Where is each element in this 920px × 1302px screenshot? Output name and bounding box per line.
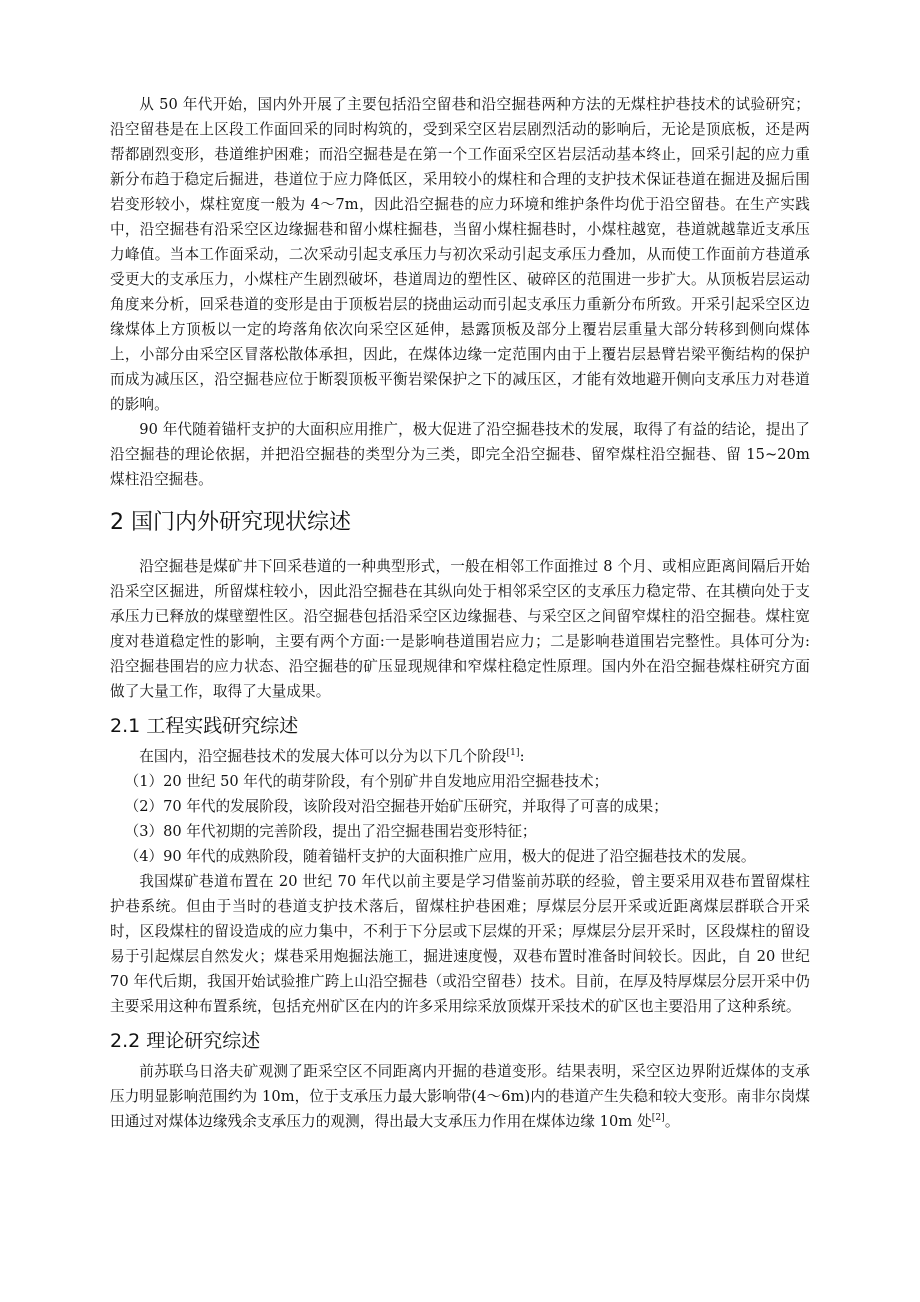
theory-research-text: 前苏联乌日洛夫矿观测了距采空区不同距离内开掘的巷道变形。结果表明，采空区边界附近煤体的支承压力明显影响范围约为 10m，位于支承压力最大影响带(4～6m)内的巷道产生失稳和较大变形。南非尔岗煤田通过对煤体边缘残余支承压力的观测，得出最大支承压力作用在煤体边缘 10m 处	[110, 1063, 810, 1130]
stage-item-4: （4）90 年代的成熟阶段，随着锚杆支护的大面积推广应用，极大的促进了沿空掘巷技术的发展。	[124, 848, 756, 865]
subsection-heading-2-1: 2.1 工程实践研究综述	[110, 715, 299, 737]
theory-research-period: 。	[664, 1113, 680, 1130]
stages-intro-text: 在国内，沿空掘巷技术的发展大体可以分为以下几个阶段	[139, 748, 507, 765]
document-page	[110, 92, 810, 1134]
paragraph-history-50s: 从 50 年代开始，国内外开展了主要包括沿空留巷和沿空掘巷两种方法的无煤柱护巷技术的试验研究；沿空留巷是在上区段工作面回采的同时构筑的，受到采空区岩层剧烈活动的影响后，无论是顶底板，还是两帮都剧烈变形，巷道维护困难；而沿空掘巷是在第一个工作面采空区岩层活动基本终止，回采引起的应力重新分布趋于稳定后掘进，巷道位于应力降低区，采用较小的煤柱和合理的支护技术保证巷道在掘进及掘后围岩变形较小，煤柱宽度一般为 4～7m，因此沿空掘巷的应力环境和维护条件均优于沿空留巷。在生产实践中，沿空掘巷有沿采空区边缘掘巷和留小煤柱掘巷，当留小煤柱掘巷时，小煤柱越宽，巷道就越靠近支承压力峰值。当本工作面采动，二次采动引起支承压力与初次采动引起支承压力叠加，从而使工作面前方巷道承受更大的支承压力，小煤柱产生剧烈破坏，巷道周边的塑性区、破碎区的范围进一步扩大。从顶板岩层运动角度来分析，回采巷道的变形是由于顶板岩层的挠曲运动而引起支承压力重新分布所致。开采引起采空区边缘煤体上方顶板以一定的垮落角依次向采空区延伸，悬露顶板及部分上覆岩层重量大部分转移到侧向煤体上，小部分由采空区冒落松散体承担，因此，在煤体边缘一定范围内由于上覆岩层悬臂岩梁平衡结构的保护而成为减压区，沿空掘巷应位于断裂顶板平衡岩梁保护之下的减压区，才能有效地避开侧向支承压力对巷道的影响。	[110, 96, 810, 413]
paragraph-stages-intro	[110, 744, 810, 769]
stage-item-1: （1）20 世纪 50 年代的萌芽阶段，有个别矿井自发地应用沿空掘巷技术；	[124, 773, 609, 790]
section-heading-2: 2 国门内外研究现状综述	[110, 510, 351, 535]
citation-1: [1]	[506, 748, 520, 759]
paragraph-gob-side-entry-overview: 沿空掘巷是煤矿井下回采巷道的一种典型形式，一般在相邻工作面推过 8 个月、或相应距离间隔后开始沿采空区掘进，所留煤柱较小，因此沿空掘巷在其纵向处于相邻采空区的支承压力稳定带、在其横向处于支承压力已释放的煤壁塑性区。沿空掘巷包括沿采空区边缘掘巷、与采空区之间留窄煤柱的沿空掘巷。煤柱宽度对巷道稳定性的影响，主要有两个方面:一是影响巷道围岩应力；二是影响巷道围岩完整性。具体可分为:沿空掘巷围岩的应力状态、沿空掘巷的矿压显现规律和窄煤柱稳定性原理。国内外在沿空掘巷煤柱研究方面做了大量工作，取得了大量成果。	[110, 558, 810, 700]
stage-item-2: （2）70 年代的发展阶段，该阶段对沿空掘巷开始矿压研究，并取得了可喜的成果；	[124, 798, 668, 815]
subsection-heading-2-2: 2.2 理论研究综述	[110, 1030, 261, 1052]
citation-2: [2]	[651, 1113, 665, 1124]
stages-intro-colon: :	[519, 748, 525, 765]
stage-item-3: （3）80 年代初期的完善阶段，提出了沿空掘巷围岩变形特征；	[124, 823, 537, 840]
paragraph-theory-research	[110, 1059, 810, 1134]
paragraph-domestic-layout: 我国煤矿巷道布置在 20 世纪 70 年代以前主要是学习借鉴前苏联的经验，曾主要采用双巷布置留煤柱护巷系统。但由于当时的巷道支护技术落后，留煤柱护巷困难；厚煤层分层开采或近距离煤层群联合开采时，区段煤柱的留设造成的应力集中，不利于下分层或下层煤的开采；厚煤层分层开采时，区段煤柱的留设易于引起煤层自然发火；煤巷采用炮掘法施工，掘进速度慢，双巷布置时准备时间较长。因此，自 20 世纪 70 年代后期，我国开始试验推广跨上山沿空掘巷（或沿空留巷）技术。目前，在厚及特厚煤层分层开采中仍主要采用这种布置系统，包括充州矿区在内的许多采用综采放顶煤开采技术的矿区也主要沿用了这种系统。	[110, 873, 810, 1015]
paragraph-history-90s: 90 年代随着锚杆支护的大面积应用推广，极大促进了沿空掘巷技术的发展，取得了有益的结论，提出了沿空掘巷的理论依据，并把沿空掘巷的类型分为三类，即完全沿空掘巷、留窄煤柱沿空掘巷、留 15~20m 煤柱沿空掘巷。	[110, 421, 810, 488]
